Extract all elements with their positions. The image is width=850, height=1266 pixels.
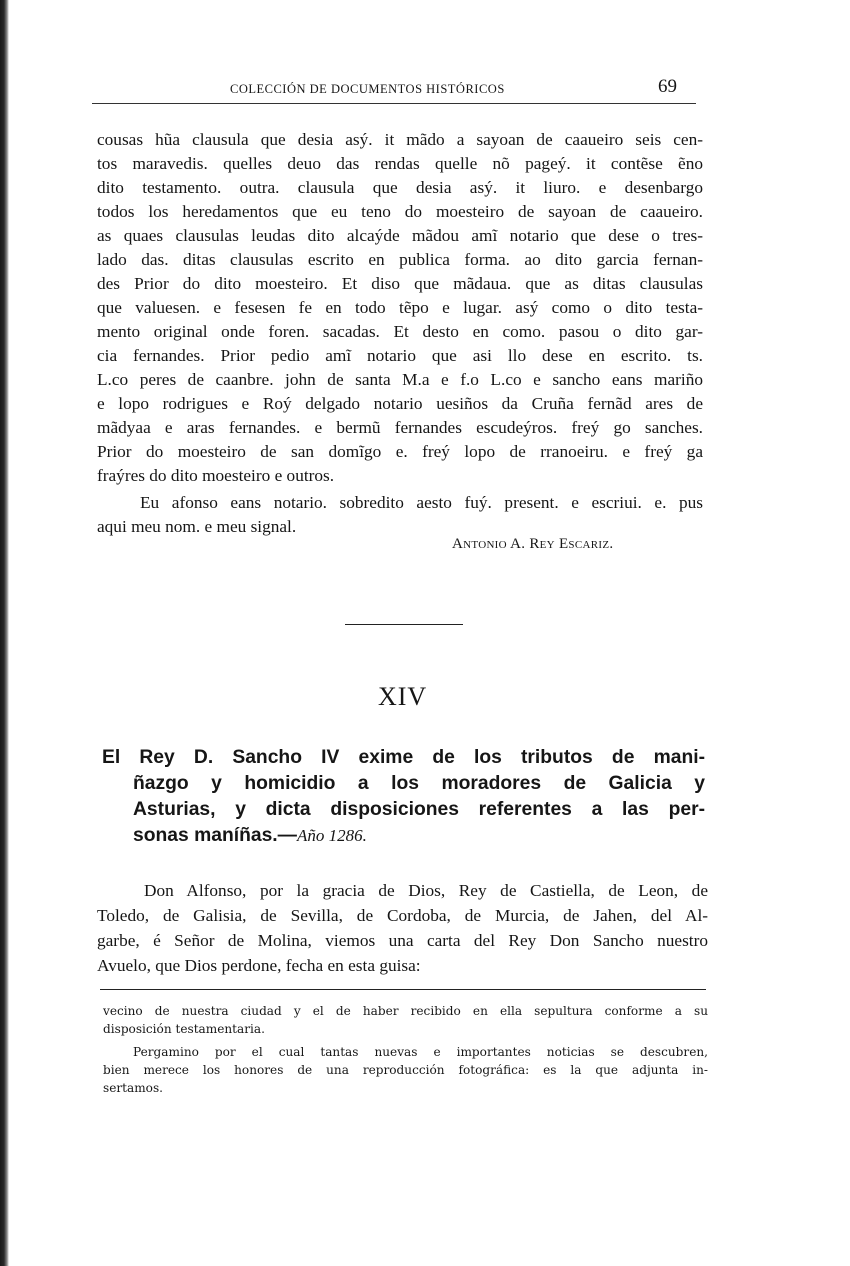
main-text-line: Avuelo, que Dios perdone, fecha en esta guisa: (97, 956, 421, 975)
section-heading-text: sonas maníñas.— (133, 825, 297, 846)
document-line: todos los heredamentos que eu teno do moesteiro de sayoan de caaueiro. (97, 202, 703, 221)
document-line: aqui meu nom. e meu signal. (97, 517, 297, 536)
section-heading-date: Año 1286. (296, 826, 367, 845)
section-separator (345, 624, 463, 625)
document-line: lado das. ditas clausulas escrito en publica forma. ao dito garcia fernan- (97, 250, 703, 269)
document-line: L.co peres de caanbre. john de santa M.a e f.o L.co e sancho eans mariño (97, 370, 703, 389)
document-line: mento original onde foren. sacadas. Et desto en como. pasou o dito gar- (97, 322, 703, 341)
document-line: Eu afonso eans notario. sobredito aesto fuý. present. e escriui. e. pus (140, 493, 703, 512)
header-rule (92, 103, 696, 104)
main-text-line: Toledo, de Galisia, de Sevilla, de Cordoba, de Murcia, de Jahen, del Al- (97, 906, 708, 925)
document-line: tos maravedis. quelles deuo das rendas quelle nõ pageý. it contẽse ẽno (97, 154, 703, 173)
section-heading-line: ñazgo y homicidio a los moradores de Galicia y (133, 773, 705, 794)
section-heading-line: El Rey D. Sancho IV exime de los tributos de mani- (102, 747, 705, 768)
document-line: que valuesen. e fesesen fe en todo tẽpo e lugar. asý como o dito testa- (97, 298, 703, 317)
document-line: cia fernandes. Prior pedio amĩ notario que asi llo dese en escrito. ts. (97, 346, 703, 365)
document-line: as quaes clausulas leudas dito alcaýde mãdou amĩ notario que dese o tres- (97, 226, 703, 245)
section-heading-line: Asturias, y dicta disposiciones referentes a las per- (133, 799, 705, 820)
footnote-rule (100, 989, 706, 990)
page-binding-edge (0, 0, 9, 1266)
document-line: mãdyaa e aras fernandes. e bermũ fernandes escudeýros. freý go sanches. (97, 418, 703, 437)
signature: Antonio A. Rey Escariz. (452, 536, 614, 552)
main-text-line: garbe, é Señor de Molina, viemos una carta del Rey Don Sancho nuestro (97, 931, 708, 950)
main-text-line: Don Alfonso, por la gracia de Dios, Rey de Castiella, de Leon, de (144, 881, 708, 900)
footnote-line: sertamos. (103, 1081, 164, 1095)
document-line: des Prior do dito moesteiro. Et diso que mãdaua. que as ditas clausulas (97, 274, 703, 293)
page-number: 69 (658, 76, 677, 97)
running-header-title: COLECCIÓN DE DOCUMENTOS HISTÓRICOS (230, 82, 505, 96)
section-number: XIV (378, 682, 428, 711)
footnote-line: vecino de nuestra ciudad y el de haber recibido en ella sepultura conforme a su (103, 1004, 708, 1018)
document-line: cousas hũa clausula que desia asý. it mãdo a sayoan de caaueiro seis cen- (97, 130, 703, 149)
document-line: Prior do moesteiro de san domĩgo e. freý lopo de rranoeiru. e freý ga (97, 442, 703, 461)
document-line: dito testamento. outra. clausula que desia asý. it liuro. e desenbargo (97, 178, 703, 197)
document-line: e lopo rodrigues e Roý delgado notario uesiños da Cruña fernãd ares de (97, 394, 703, 413)
footnote-line: Pergamino por el cual tantas nuevas e importantes noticias se descubren, (133, 1045, 708, 1059)
document-line: fraýres do dito moesteiro e outros. (97, 466, 335, 485)
footnote-line: bien merece los honores de una reproducción fotográfica: es la que adjunta in- (103, 1063, 708, 1077)
section-heading-line (133, 823, 705, 849)
footnote-line: disposición testamentaria. (103, 1022, 265, 1036)
